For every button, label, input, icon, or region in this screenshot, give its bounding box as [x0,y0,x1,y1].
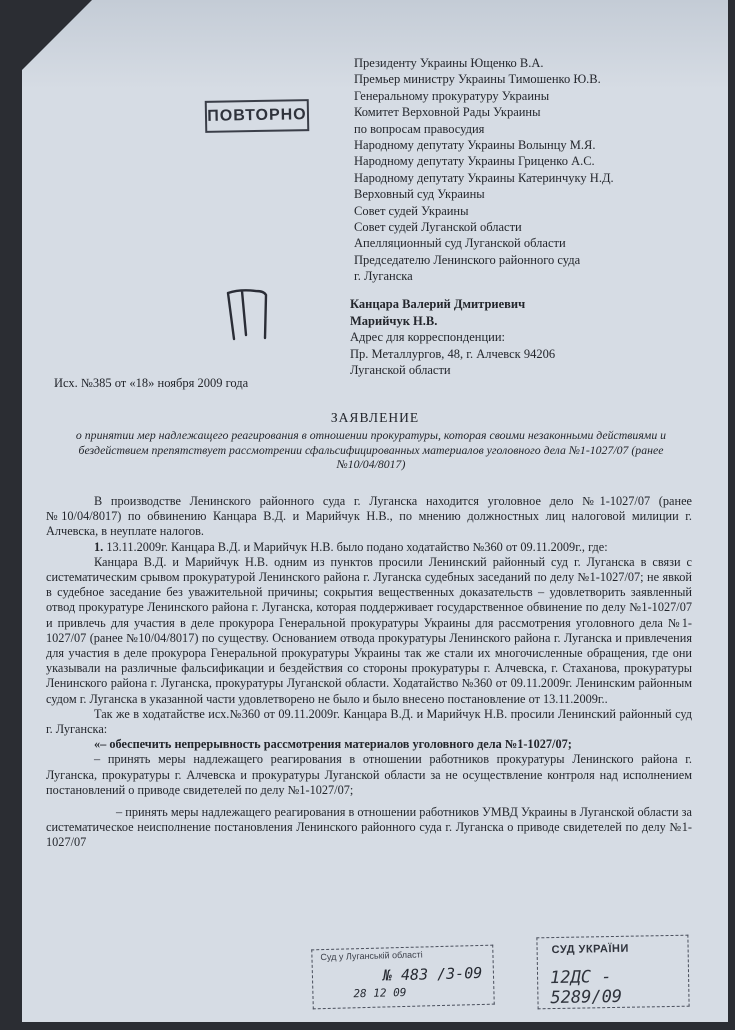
recipient-line: Совет судей Луганской области [354,220,522,235]
paragraph: – принять меры надлежащего реагирования в отношении работников прокуратуры Ленинского района г. Луганска, прокуратуры г. Алчевска и прокуратуры Луганской области за не осуществление контроля над исполнением постановлений о приводе свидетелей по делу №1-1027/07; [46,752,692,797]
court-stamp-header: СУД УКРАЇНИ [551,942,629,957]
paragraph: Так же в ходатайстве исх.№360 от 09.11.2009г. Канцара В.Д. и Марийчук Н.В. просили Ленинский районный суд г. Луганска: [46,706,692,737]
document-title: ЗАЯВЛЕНИЕ [330,410,420,425]
address-region: Луганской области [350,363,451,378]
document-body [46,494,692,851]
folded-corner [22,0,92,70]
recipient-line: Апелляционный суд Луганской области [354,236,566,251]
recipient-line: г. Луганска [354,269,413,284]
registration-number: № 483 /3-09 [382,963,483,985]
recipient-line: Комитет Верховной Рады Украины [354,105,541,120]
recipient-line: Председателю Ленинского районного суда [354,252,581,267]
document-subject: о принятии мер надлежащего реагирования в отношении прокуратуры, которая своими незаконными действиями и бездействием препятствует рассмотрении сфальсифицированных материалов уголовного дела №1-1027/07 (ранее №10/04/8017) [75,428,667,472]
paragraph: – принять меры надлежащего реагирования в отношении работников УМВД Украины в Луганской области за систематическое неисполнение постановления Ленинского районного суда г. Луганска о приводе свидетелей по делу №1-1027/07 [46,805,692,850]
recipient-line: Генеральному прокуратуру Украины [354,88,550,103]
recipient-line: Народному депутату Украины Волынцу М.Я. [354,138,596,153]
recipient-line: Премьер министру Украины Тимошенко Ю.В. [354,72,601,87]
paragraph-number: 1. [94,539,104,554]
address-line: Пр. Металлургов, 48, г. Алчевск 94206 [350,346,556,361]
recipient-line: Народному депутату Украины Гриценко А.С. [354,154,595,169]
sender-block [350,296,555,379]
recipient-line: по вопросам правосудия [354,121,485,136]
court-stamp-number: 12ДС - 5289/09 [549,967,623,1009]
recipient-line: Президенту Украины Ющенко В.А. [354,56,544,70]
sender-name: Канцара Валерий Дмитриевич [350,297,526,311]
court-stamp [536,935,689,1010]
registration-date: 28 12 09 [353,985,407,1001]
paragraph-text: 13.11.2009г. Канцара В.Д. и Марийчук Н.В. было подано ходатайство №360 от 09.11.2009г., где: [106,539,608,554]
registration-stamp-header: Суд у Луганській області [320,949,423,963]
sender-name-2: Марийчук Н.В. [350,313,438,328]
paragraph-numbered [46,540,692,555]
paragraph: Канцара В.Д. и Марийчук Н.В. одним из пунктов просили Ленинский районный суд г. Луганска в связи с систематическим срывом прокуратурой Ленинского района г. Луганска судебных заседаний по делу №1-1027/07; не явкой в судебное заседание без уважительной причины; сокрытия вещественных доказательств – удовлетворить заявленный отвод прокуратуре Ленинского района г. Луганска, которая поддерживает государственное обвинение по делу №1-1027/07 и привлечь для участия в деле прокурора Генеральной прокуратуры Украины для рассмотрения уголовного дела №1-1027/07 (ранее №10/04/8017) по существу. Основанием отвода прокуратуры Ленинского района г. Луганска и привлечения для участия в деле прокурора Генеральной прокуратуры Украины так же стали их многочисленные обращения, где они указывали на различные фальсификации и бездействия со стороны прокуратуры г. Алчевска, г. Стаханова, прокуратуры Ленинского района г. Луганска, прокуратуры Луганской области. Ходатайство №360 от 09.11.2009г. Ленинским районным судом г. Луганска в указанной части удовлетворено не было и было внесено постановление от 13.11.2009г.. [46,554,692,706]
paragraph-quote: «– обеспечить непрерывность рассмотрения материалов уголовного дела №1-1027/07; [94,737,572,752]
paragraph: В производстве Ленинского районного суда г. Луганска находится уголовное дело №1-1027/07 (ранее №10/04/8017) по обвинению Канцара В.Д. и Марийчук Н.В., по мнению должностных лиц налоговой милиции г. Алчевска, в неуплате налогов. [46,494,692,539]
registration-stamp [311,945,495,1010]
repeat-stamp: ПОВТОРНО [205,99,310,133]
outgoing-number: Исх. №385 от «18» ноября 2009 года [54,376,249,390]
address-label: Адрес для корреспонденции: [350,330,506,345]
recipient-line: Совет судей Украины [354,203,469,218]
recipient-line: Народному депутату Украины Катеринчуку Н.Д. [354,170,614,185]
recipients-block [354,55,614,285]
handwritten-mark [222,283,272,343]
document-page [22,0,728,1022]
recipient-line: Верховный суд Украины [354,187,485,202]
